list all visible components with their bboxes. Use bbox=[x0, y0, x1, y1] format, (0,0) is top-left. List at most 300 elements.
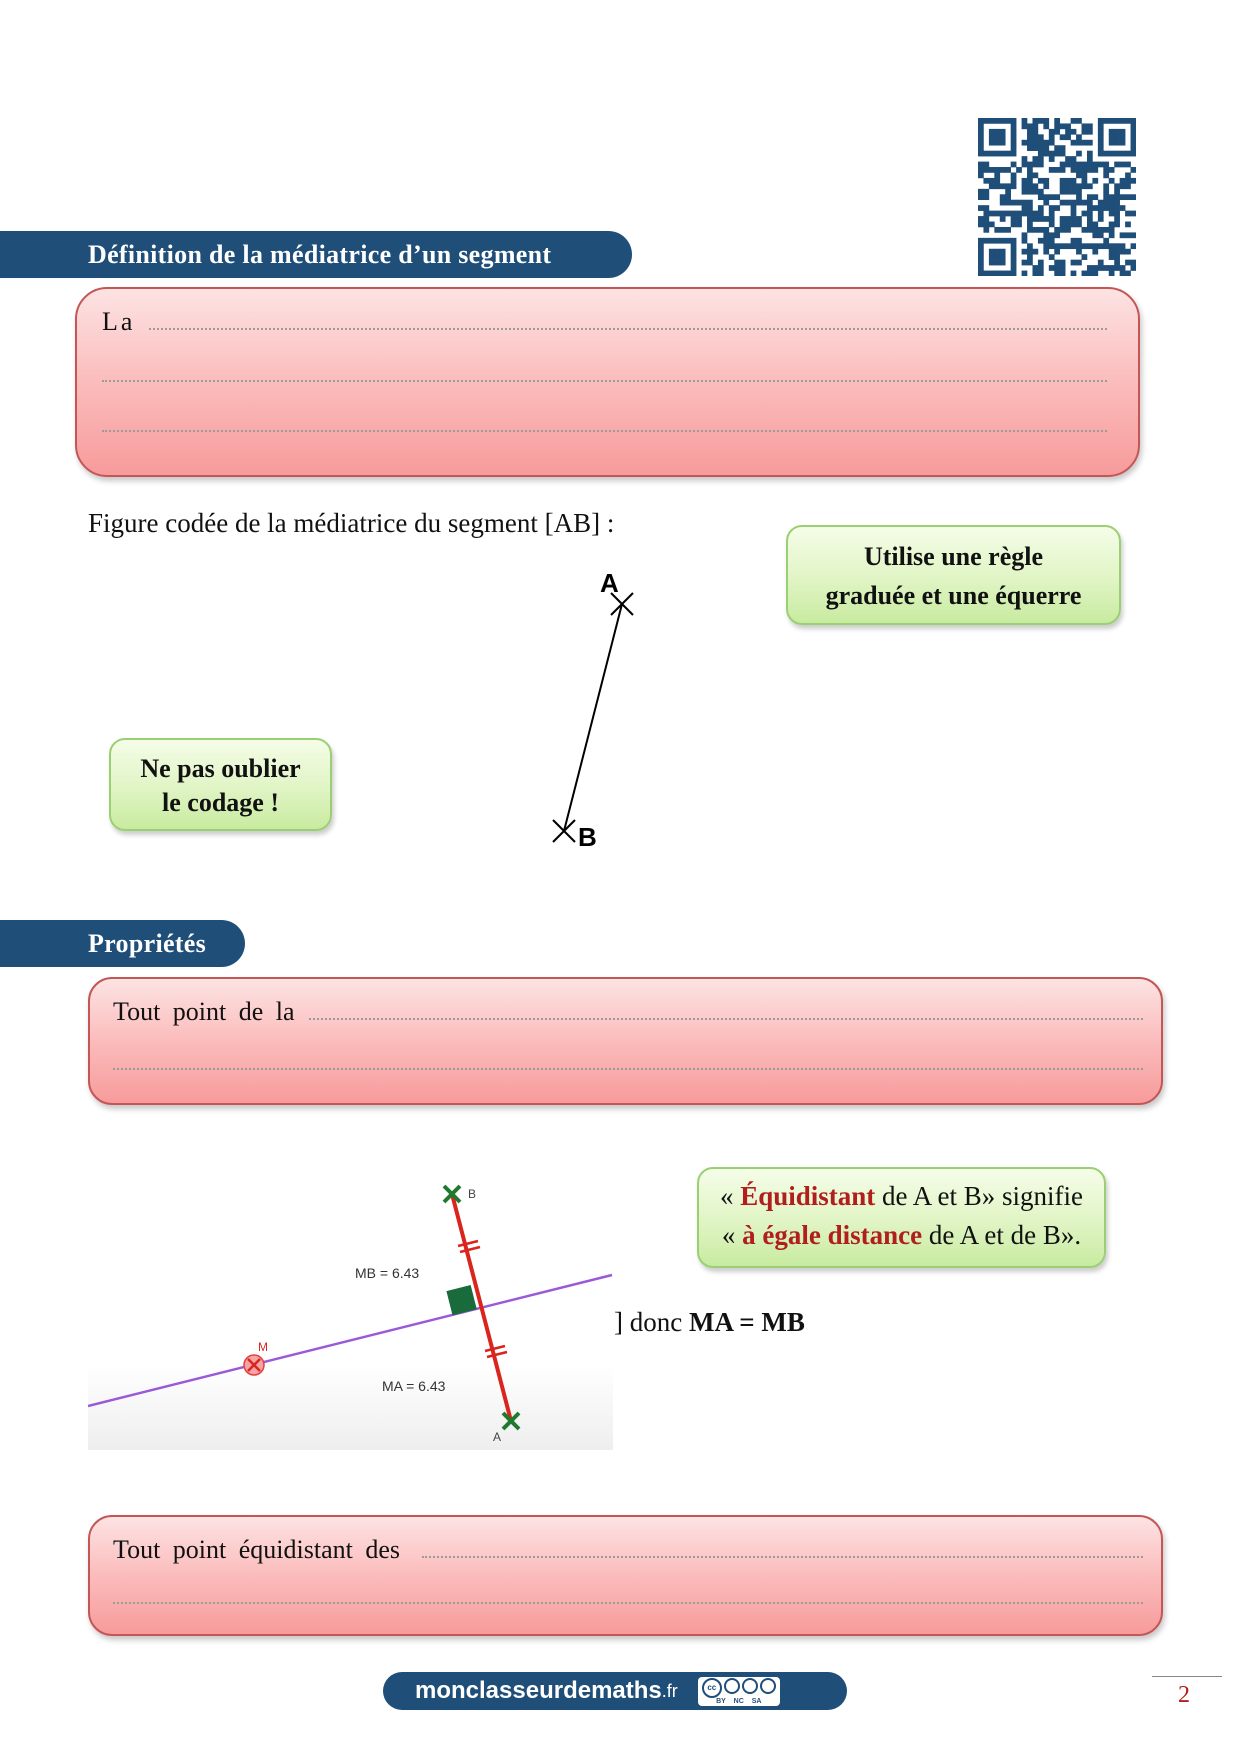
qr-module bbox=[1022, 232, 1028, 238]
qr-finder-module bbox=[1131, 123, 1136, 129]
qr-module bbox=[1114, 265, 1120, 271]
qr-finder-module bbox=[1011, 118, 1017, 124]
qr-module bbox=[1082, 162, 1088, 168]
qr-module bbox=[1076, 249, 1082, 255]
qr-module bbox=[983, 227, 989, 233]
qr-finder-module bbox=[1000, 151, 1006, 157]
qr-module bbox=[1054, 271, 1060, 276]
qr-module bbox=[1049, 151, 1055, 157]
qr-finder-module bbox=[1131, 134, 1136, 140]
qr-module bbox=[1076, 189, 1082, 195]
qr-module bbox=[1038, 238, 1044, 244]
qr-module bbox=[1076, 194, 1082, 200]
qr-module bbox=[1087, 167, 1093, 173]
answer-blank[interactable] bbox=[102, 429, 1107, 432]
qr-module bbox=[1092, 194, 1098, 200]
qr-finder-module bbox=[1011, 260, 1017, 266]
qr-module bbox=[1027, 200, 1033, 206]
qr-module bbox=[1022, 118, 1028, 124]
qr-module bbox=[1032, 189, 1038, 195]
definition-line-1 bbox=[102, 307, 1107, 337]
qr-module bbox=[1038, 216, 1044, 222]
measure-mb: MB = 6.43 bbox=[355, 1265, 420, 1281]
qr-module bbox=[1087, 265, 1093, 271]
qr-module bbox=[1092, 222, 1098, 228]
qr-module bbox=[1022, 200, 1028, 206]
qr-finder-module bbox=[1000, 249, 1006, 255]
qr-module bbox=[1103, 183, 1109, 189]
qr-module bbox=[1027, 189, 1033, 195]
qr-module bbox=[1087, 194, 1093, 200]
qr-module bbox=[1011, 211, 1017, 217]
qr-module bbox=[1092, 265, 1098, 271]
qr-module bbox=[1092, 271, 1098, 276]
qr-module bbox=[1022, 260, 1028, 266]
qr-finder-module bbox=[1005, 151, 1011, 157]
qr-finder-module bbox=[1131, 129, 1136, 135]
qr-finder-module bbox=[978, 145, 984, 151]
qr-module bbox=[1114, 222, 1120, 228]
qr-module bbox=[1114, 249, 1120, 255]
qr-module bbox=[1103, 162, 1109, 168]
qr-module bbox=[1120, 205, 1126, 211]
qr-module bbox=[1016, 167, 1022, 173]
qr-module bbox=[1131, 178, 1136, 184]
tip-ruler-box bbox=[786, 525, 1121, 625]
qr-module bbox=[1087, 151, 1093, 157]
qr-finder-module bbox=[1125, 151, 1131, 157]
qr-module bbox=[1054, 194, 1060, 200]
qr-module bbox=[978, 194, 984, 200]
qr-module bbox=[1016, 222, 1022, 228]
cc-license-text: BY NC SA bbox=[716, 1697, 762, 1705]
word-equidistant: Équidistant bbox=[740, 1181, 876, 1211]
qr-module bbox=[1114, 162, 1120, 168]
qr-module bbox=[1098, 243, 1104, 249]
qr-finder-module bbox=[983, 271, 989, 276]
qr-module bbox=[1016, 211, 1022, 217]
qr-module bbox=[1120, 249, 1126, 255]
qr-module bbox=[1054, 151, 1060, 157]
qr-module bbox=[1109, 222, 1115, 228]
qr-module bbox=[1109, 249, 1115, 255]
qr-module bbox=[1109, 265, 1115, 271]
qr-module bbox=[1049, 222, 1055, 228]
qr-module bbox=[1082, 271, 1088, 276]
qr-module bbox=[1022, 156, 1028, 162]
qr-module bbox=[1087, 129, 1093, 135]
qr-module bbox=[1000, 183, 1006, 189]
qr-module bbox=[994, 183, 1000, 189]
qr-module bbox=[1043, 200, 1049, 206]
qr-finder-module bbox=[994, 140, 1000, 146]
section-properties-banner bbox=[0, 920, 245, 967]
tip-coding-line2: le codage ! bbox=[162, 788, 279, 817]
cc-circle-icon: cc bbox=[702, 1678, 722, 1698]
answer-blank[interactable] bbox=[113, 1601, 1143, 1604]
qr-module bbox=[1054, 123, 1060, 129]
qr-module bbox=[1065, 123, 1071, 129]
qr-module bbox=[1125, 194, 1131, 200]
qr-module bbox=[1049, 216, 1055, 222]
property1-box bbox=[88, 977, 1163, 1105]
qr-finder-module bbox=[994, 238, 1000, 244]
qr-finder-module bbox=[978, 271, 984, 276]
qr-module bbox=[1011, 178, 1017, 184]
qr-module bbox=[1082, 211, 1088, 217]
qr-module bbox=[1043, 140, 1049, 146]
qr-module bbox=[1060, 145, 1066, 151]
qr-module bbox=[1032, 211, 1038, 217]
qr-finder-module bbox=[1011, 265, 1017, 271]
qr-module bbox=[1054, 167, 1060, 173]
qr-module bbox=[1120, 183, 1126, 189]
qr-module bbox=[1060, 134, 1066, 140]
qr-module bbox=[1071, 216, 1077, 222]
qr-module bbox=[1038, 118, 1044, 124]
diagram-label-a: A bbox=[493, 1430, 502, 1444]
qr-module bbox=[1076, 167, 1082, 173]
qr-module bbox=[1082, 227, 1088, 233]
word-egale-distance: à égale distance bbox=[742, 1220, 923, 1250]
qr-finder-module bbox=[978, 129, 984, 135]
bisector-diagram bbox=[88, 1175, 613, 1450]
qr-finder-module bbox=[1000, 254, 1006, 260]
qr-module bbox=[1092, 243, 1098, 249]
qr-module bbox=[1114, 243, 1120, 249]
qr-finder-module bbox=[1109, 118, 1115, 124]
qr-finder-module bbox=[978, 140, 984, 146]
qr-finder-module bbox=[983, 238, 989, 244]
qr-module bbox=[1054, 129, 1060, 135]
qr-finder-module bbox=[1011, 129, 1017, 135]
qr-module bbox=[1054, 145, 1060, 151]
qr-module bbox=[1082, 167, 1088, 173]
qr-finder-module bbox=[1011, 271, 1017, 276]
qr-finder-module bbox=[978, 238, 984, 244]
qr-module bbox=[1125, 211, 1131, 217]
qr-module bbox=[1103, 189, 1109, 195]
qr-module bbox=[1071, 243, 1077, 249]
qr-finder-module bbox=[989, 140, 995, 146]
qr-module bbox=[1049, 205, 1055, 211]
qr-module bbox=[1076, 118, 1082, 124]
qr-module bbox=[1109, 178, 1115, 184]
qr-module bbox=[1022, 271, 1028, 276]
qr-module bbox=[1060, 189, 1066, 195]
qr-module bbox=[994, 211, 1000, 217]
qr-finder-module bbox=[994, 254, 1000, 260]
equidistant-note-box bbox=[697, 1167, 1106, 1268]
qr-module bbox=[1131, 167, 1136, 173]
answer-blank[interactable] bbox=[149, 327, 1107, 330]
qr-module bbox=[983, 211, 989, 217]
qr-module bbox=[994, 172, 1000, 178]
qr-module bbox=[1114, 189, 1120, 195]
qr-module bbox=[1049, 211, 1055, 217]
qr-module bbox=[1038, 140, 1044, 146]
qr-module bbox=[1038, 145, 1044, 151]
qr-module bbox=[1092, 162, 1098, 168]
qr-module bbox=[1103, 227, 1109, 233]
point-m-marker bbox=[244, 1355, 264, 1375]
qr-finder-module bbox=[1005, 118, 1011, 124]
qr-module bbox=[1076, 216, 1082, 222]
qr-finder-module bbox=[1098, 151, 1104, 157]
qr-module bbox=[1092, 167, 1098, 173]
qr-module bbox=[978, 222, 984, 228]
qr-finder-module bbox=[994, 129, 1000, 135]
qr-module bbox=[1125, 172, 1131, 178]
note-rest-1: de A et B» signifie bbox=[875, 1181, 1084, 1211]
qr-module bbox=[1065, 227, 1071, 233]
qr-module bbox=[1011, 172, 1017, 178]
qr-finder-module bbox=[1098, 129, 1104, 135]
qr-finder-module bbox=[978, 254, 984, 260]
qr-module bbox=[1082, 200, 1088, 206]
qr-module bbox=[1043, 249, 1049, 255]
qr-module bbox=[1082, 254, 1088, 260]
qr-finder-module bbox=[978, 134, 984, 140]
qr-module bbox=[1114, 216, 1120, 222]
qr-module bbox=[1054, 227, 1060, 233]
qr-finder-module bbox=[1011, 238, 1017, 244]
qr-module bbox=[1125, 222, 1131, 228]
qr-module bbox=[1000, 227, 1006, 233]
qr-module bbox=[1016, 216, 1022, 222]
qr-module bbox=[1087, 227, 1093, 233]
qr-module bbox=[1032, 227, 1038, 233]
answer-blank[interactable] bbox=[309, 1017, 1143, 1020]
nc-circle-icon bbox=[742, 1678, 758, 1694]
qr-module bbox=[1109, 243, 1115, 249]
qr-module bbox=[1022, 249, 1028, 255]
qr-module bbox=[978, 216, 984, 222]
qr-finder-module bbox=[1103, 151, 1109, 157]
qr-module bbox=[1049, 134, 1055, 140]
property2-box bbox=[88, 1515, 1163, 1636]
qr-module bbox=[1038, 134, 1044, 140]
qr-finder-module bbox=[989, 118, 995, 124]
tick-mark-mb bbox=[458, 1241, 480, 1252]
qr-module bbox=[1043, 151, 1049, 157]
qr-module bbox=[1032, 162, 1038, 168]
qr-finder-module bbox=[1131, 145, 1136, 151]
qr-module bbox=[1092, 227, 1098, 233]
qr-finder-module bbox=[1114, 118, 1120, 124]
qr-finder-module bbox=[1098, 145, 1104, 151]
qr-module bbox=[1082, 178, 1088, 184]
qr-finder-module bbox=[1109, 134, 1115, 140]
definition-start: La bbox=[102, 307, 136, 336]
qr-module bbox=[1038, 265, 1044, 271]
qr-module bbox=[1065, 162, 1071, 168]
qr-module bbox=[1032, 265, 1038, 271]
qr-module bbox=[1060, 200, 1066, 206]
qr-module bbox=[1000, 194, 1006, 200]
qr-module bbox=[1087, 140, 1093, 146]
tip-ruler-line1: Utilise une règle bbox=[863, 542, 1044, 571]
qr-module bbox=[1060, 183, 1066, 189]
figure-caption: Figure codée de la médiatrice du segment [AB] : bbox=[88, 508, 615, 538]
qr-module bbox=[1011, 200, 1017, 206]
qr-module bbox=[1109, 205, 1115, 211]
qr-finder-module bbox=[1000, 140, 1006, 146]
qr-module bbox=[1103, 167, 1109, 173]
qr-module bbox=[1087, 211, 1093, 217]
qr-finder-module bbox=[1011, 249, 1017, 255]
qr-module bbox=[1071, 211, 1077, 217]
qr-module bbox=[1005, 189, 1011, 195]
qr-module bbox=[1120, 271, 1126, 276]
qr-module bbox=[1098, 200, 1104, 206]
qr-module bbox=[1005, 227, 1011, 233]
qr-module bbox=[1103, 194, 1109, 200]
qr-module bbox=[989, 183, 995, 189]
qr-module bbox=[1103, 200, 1109, 206]
qr-module bbox=[1120, 178, 1126, 184]
qr-module bbox=[1032, 145, 1038, 151]
qr-finder-module bbox=[1109, 151, 1115, 157]
page-number: 2 bbox=[1178, 1682, 1190, 1708]
label-point-a: A bbox=[600, 568, 619, 598]
qr-module bbox=[1049, 167, 1055, 173]
quote-open-2: « bbox=[721, 1220, 743, 1250]
qr-module bbox=[1005, 211, 1011, 217]
qr-module bbox=[1032, 172, 1038, 178]
qr-module bbox=[1043, 118, 1049, 124]
answer-blank[interactable] bbox=[113, 1067, 1143, 1070]
qr-module bbox=[1071, 162, 1077, 168]
qr-finder-module bbox=[989, 129, 995, 135]
qr-module bbox=[1071, 118, 1077, 124]
qr-module bbox=[989, 167, 995, 173]
qr-module bbox=[1076, 140, 1082, 146]
qr-finder-module bbox=[978, 243, 984, 249]
answer-blank[interactable] bbox=[422, 1555, 1143, 1558]
page-number-rule bbox=[1152, 1676, 1222, 1677]
qr-finder-module bbox=[1114, 140, 1120, 146]
property1-line-1 bbox=[113, 997, 1143, 1027]
qr-module bbox=[1032, 134, 1038, 140]
qr-module bbox=[1087, 156, 1093, 162]
qr-module bbox=[1109, 167, 1115, 173]
qr-module bbox=[1087, 222, 1093, 228]
qr-module bbox=[1087, 205, 1093, 211]
qr-finder-module bbox=[1120, 134, 1126, 140]
qr-module bbox=[1060, 162, 1066, 168]
qr-module bbox=[1076, 162, 1082, 168]
qr-module bbox=[1092, 178, 1098, 184]
qr-module bbox=[1071, 205, 1077, 211]
qr-module bbox=[1103, 205, 1109, 211]
qr-module bbox=[1027, 172, 1033, 178]
qr-finder-module bbox=[1109, 140, 1115, 146]
qr-module bbox=[994, 178, 1000, 184]
qr-module bbox=[1120, 265, 1126, 271]
qr-module bbox=[1131, 211, 1136, 217]
qr-module bbox=[1082, 140, 1088, 146]
qr-module bbox=[1060, 178, 1066, 184]
qr-module bbox=[983, 205, 989, 211]
qr-module bbox=[1022, 211, 1028, 217]
qr-module bbox=[1065, 216, 1071, 222]
qr-module bbox=[978, 189, 984, 195]
qr-module bbox=[1071, 129, 1077, 135]
qr-module bbox=[1103, 172, 1109, 178]
qr-module bbox=[983, 189, 989, 195]
qr-module bbox=[1098, 162, 1104, 168]
qr-finder-module bbox=[1098, 123, 1104, 129]
qr-module bbox=[1022, 189, 1028, 195]
footer-site-badge[interactable] bbox=[383, 1672, 847, 1710]
qr-module bbox=[1016, 200, 1022, 206]
qr-finder-module bbox=[1131, 151, 1136, 157]
qr-module bbox=[1114, 200, 1120, 206]
conclusion bbox=[614, 1307, 805, 1338]
qr-module bbox=[1032, 156, 1038, 162]
qr-module bbox=[1082, 183, 1088, 189]
qr-finder-module bbox=[1131, 118, 1136, 124]
qr-module bbox=[1120, 194, 1126, 200]
section-definition-title: Définition de la médiatrice d’un segment bbox=[88, 239, 552, 269]
qr-module bbox=[1065, 183, 1071, 189]
qr-module bbox=[1071, 189, 1077, 195]
qr-module bbox=[1065, 134, 1071, 140]
qr-module bbox=[1098, 205, 1104, 211]
qr-finder-module bbox=[1011, 123, 1017, 129]
qr-module bbox=[1060, 123, 1066, 129]
label-point-b: B bbox=[578, 822, 597, 852]
qr-finder-module bbox=[1000, 260, 1006, 266]
qr-module bbox=[1071, 271, 1077, 276]
qr-finder-module bbox=[989, 271, 995, 276]
qr-finder-module bbox=[1109, 129, 1115, 135]
qr-module bbox=[1082, 172, 1088, 178]
qr-module bbox=[1060, 151, 1066, 157]
qr-module bbox=[1109, 232, 1115, 238]
qr-module bbox=[1038, 227, 1044, 233]
qr-module bbox=[1011, 183, 1017, 189]
qr-finder-module bbox=[1000, 134, 1006, 140]
qr-module bbox=[1038, 151, 1044, 157]
diagram-label-b: B bbox=[468, 1187, 477, 1201]
qr-finder-module bbox=[994, 260, 1000, 266]
qr-finder-module bbox=[1114, 129, 1120, 135]
qr-module bbox=[1011, 162, 1017, 168]
qr-module bbox=[1065, 156, 1071, 162]
qr-finder-module bbox=[989, 254, 995, 260]
qr-module bbox=[1049, 194, 1055, 200]
qr-module bbox=[1022, 123, 1028, 129]
qr-module bbox=[1049, 265, 1055, 271]
qr-module bbox=[1060, 271, 1066, 276]
qr-finder-module bbox=[1120, 118, 1126, 124]
qr-finder-module bbox=[1011, 243, 1017, 249]
qr-module bbox=[1054, 260, 1060, 266]
qr-finder-module bbox=[989, 134, 995, 140]
property2-start: Tout point équidistant des bbox=[113, 1535, 400, 1564]
qr-module bbox=[1092, 249, 1098, 255]
qr-module bbox=[1049, 140, 1055, 146]
qr-code bbox=[978, 118, 1136, 276]
qr-module bbox=[1027, 222, 1033, 228]
qr-module bbox=[1049, 232, 1055, 238]
qr-module bbox=[1103, 243, 1109, 249]
qr-finder-module bbox=[978, 260, 984, 266]
qr-module bbox=[1032, 183, 1038, 189]
answer-blank[interactable] bbox=[102, 379, 1107, 382]
